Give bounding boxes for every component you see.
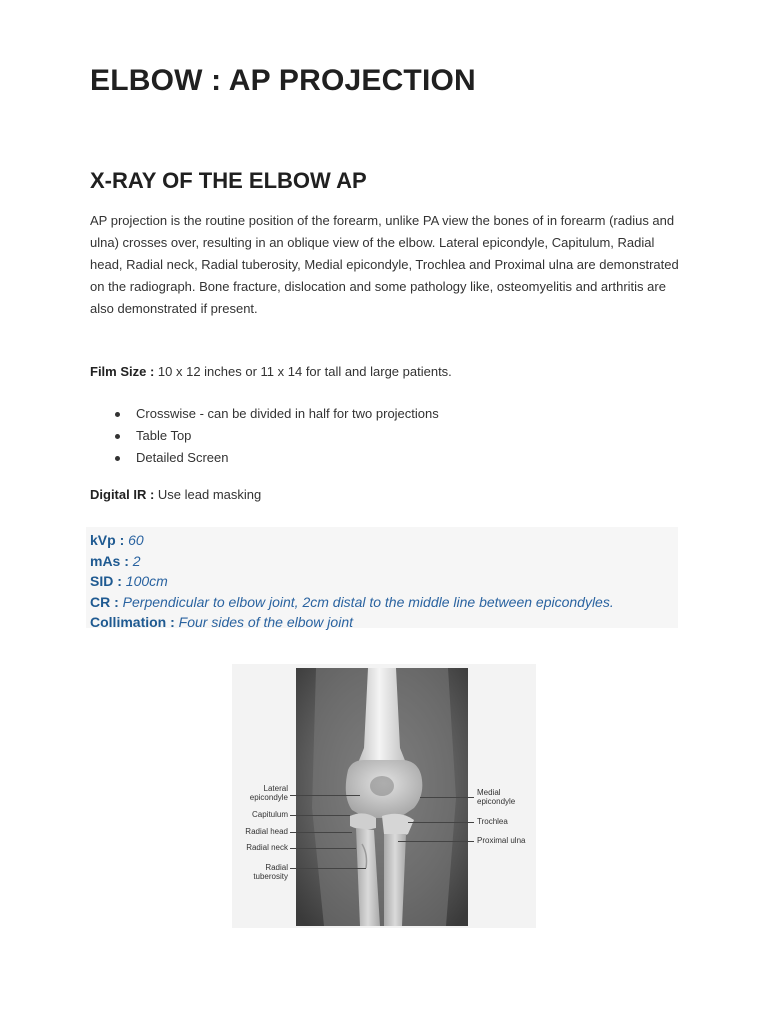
label-line: Radial [265, 863, 288, 872]
leader-line [408, 822, 474, 823]
section-heading: X-RAY OF THE ELBOW AP [90, 168, 367, 193]
label-trochlea: Trochlea [477, 817, 508, 826]
param-label: SID : [90, 573, 122, 589]
list-item [90, 426, 439, 448]
label-radial-neck: Radial neck [246, 843, 288, 852]
page-title: ELBOW : AP PROJECTION [90, 64, 476, 97]
leader-line [398, 841, 474, 842]
bullet-icon [115, 456, 120, 461]
leader-line [290, 868, 366, 869]
digital-ir-value: Use lead masking [154, 487, 262, 502]
list-item [90, 404, 439, 426]
label-line: epicondyle [249, 793, 288, 802]
param-collimation [90, 612, 678, 633]
leader-line [290, 848, 356, 849]
label-capitulum: Capitulum [251, 810, 288, 819]
list-item-text: Detailed Screen [136, 450, 229, 465]
label-line: tuberosity [253, 872, 288, 881]
film-options-list [90, 404, 439, 470]
param-kvp [90, 530, 678, 551]
param-label: Collimation : [90, 614, 175, 630]
label-lateral-epicondyle [236, 784, 288, 802]
label-radial-tuberosity [236, 863, 288, 881]
param-mas [90, 551, 678, 572]
list-item-text: Crosswise - can be divided in half for two projections [136, 406, 439, 421]
film-size-label: Film Size : [90, 364, 155, 379]
param-sid [90, 571, 678, 592]
label-line: Lateral [263, 784, 288, 793]
bullet-icon [115, 412, 120, 417]
film-size-value: 10 x 12 inches or 11 x 14 for tall and large patients. [154, 364, 452, 379]
param-value: 100cm [125, 573, 168, 589]
param-label: mAs : [90, 552, 129, 569]
param-value: 2 [132, 552, 141, 569]
param-value: Perpendicular to elbow joint, 2cm distal to the middle line between epicondyles. [122, 593, 614, 610]
exposure-parameters-box [86, 527, 678, 628]
list-item [90, 448, 439, 470]
intro-paragraph: AP projection is the routine position of the forearm, unlike PA view the bones of in forearm (radius and ulna) crosses over, resulting in an oblique view of the elbow. Lateral epicondyle, Capitulum, Radial head, Radial neck, Radial tuberosity, Medial epicondyle, Trochlea and Proximal ulna are demonstrated on the radiograph. Bone fracture, dislocation and some pathology like, osteomyelitis and arthritis are also demonstrated if present. [90, 213, 679, 316]
digital-ir-line [90, 487, 261, 502]
label-proximal-ulna: Proximal ulna [477, 836, 526, 845]
param-value: Four sides of the elbow joint [178, 614, 353, 630]
digital-ir-label: Digital IR : [90, 487, 155, 502]
list-item-text: Table Top [136, 428, 192, 443]
leader-line [290, 815, 350, 816]
leader-line [420, 797, 474, 798]
film-size-line [90, 364, 452, 379]
param-cr [90, 592, 678, 613]
label-line: Medial [477, 788, 501, 797]
bullet-icon [115, 434, 120, 439]
param-label: CR : [90, 593, 119, 610]
leader-line [290, 832, 352, 833]
label-radial-head: Radial head [245, 827, 288, 836]
leader-line [290, 795, 360, 796]
label-medial-epicondyle [477, 788, 535, 806]
label-line: epicondyle [477, 797, 516, 806]
param-value: 60 [128, 532, 144, 548]
elbow-xray-figure [232, 664, 536, 928]
param-label: kVp : [90, 532, 125, 548]
